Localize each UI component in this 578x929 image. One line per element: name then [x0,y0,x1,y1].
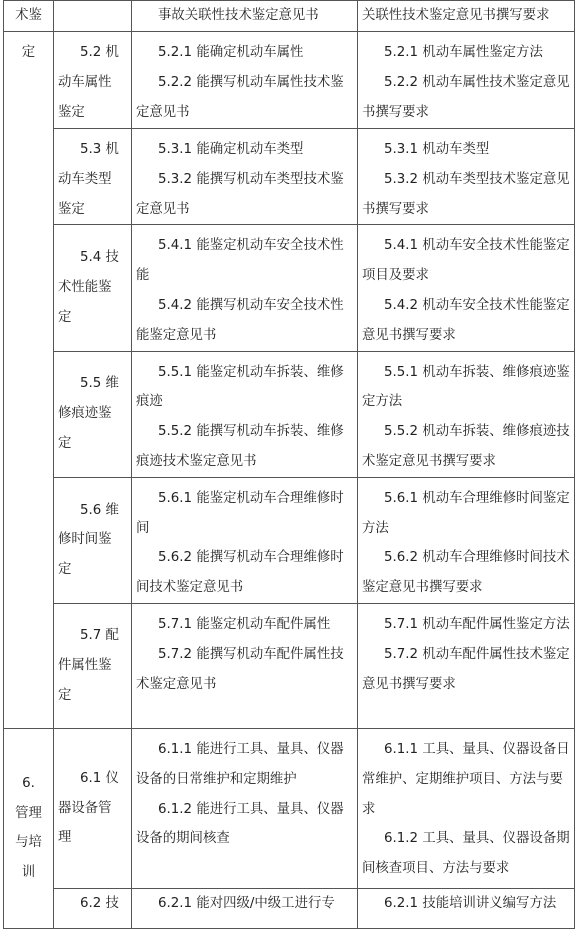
knowledge-cell: 5.3.1 机动车类型 5.3.2 机动车类型技术鉴定意见书撰写要求 [358,129,575,225]
knowledge-cell: 5.6.1 机动车合理维修时间鉴定方法 5.6.2 机动车合理维修时间技术鉴定意见书撰写要求 [358,477,575,603]
knowledge-cell: 5.4.1 机动车安全技术性能鉴定项目及要求 5.4.2 机动车安全技术性能鉴定意见书撰写要求 [358,225,575,351]
table-row [4,351,575,477]
skills-cell: 5.2.1 能确定机动车属性 5.2.2 能撰写机动车属性技术鉴定意见书 [132,32,358,129]
unit-cell: 6.1 仪 器设备管 理 [54,728,132,888]
table-row [4,477,575,603]
knowledge-cell: 5.2.1 机动车属性鉴定方法 5.2.2 机动车属性技术鉴定意见书撰写要求 [358,32,575,129]
table-row [4,32,575,129]
unit-cell: 5.6 维 修时间鉴 定 [54,477,132,603]
knowledge-cell: 5.7.1 机动车配件属性鉴定方法 5.7.2 机动车配件属性技术鉴定意见书撰写要求 [358,603,575,728]
table-row [4,888,575,928]
header-cell-skills: 事故关联性技术鉴定意见书 [132,1,358,32]
skills-cell: 5.6.1 能鉴定机动车合理维修时间 5.6.2 能撰写机动车合理维修时间技术鉴定意见书 [132,477,358,603]
empty-cell [54,1,132,32]
unit-cell: 5.3 机 动车类型 鉴定 [54,129,132,225]
table-row [4,728,575,888]
table-row [4,1,575,32]
knowledge-cell: 6.1.1 工具、量具、仪器设备日常维护、定期维护项目、方法与要求 6.1.2 工具、量具、仪器设备期间核查项目、方法与要求 [358,728,575,888]
unit-cell: 5.7 配 件属性鉴 定 [54,603,132,728]
skills-cell: 5.7.1 能鉴定机动车配件属性 5.7.2 能撰写机动车配件属性技术鉴定意见书 [132,603,358,728]
section-title-cell: 定 [4,32,54,729]
table-row [4,603,575,728]
table-row [4,129,575,225]
standard-table [3,0,575,929]
unit-cell: 5.4 技 术性能鉴 定 [54,225,132,351]
section-title-cell: 术鉴 [4,1,54,32]
knowledge-cell: 6.2.1 技能培训讲义编写方法 [358,888,575,928]
table-row [4,225,575,351]
skills-cell: 5.3.1 能确定机动车类型 5.3.2 能撰写机动车类型技术鉴定意见书 [132,129,358,225]
skills-cell: 6.2.1 能对四级/中级工进行专 [132,888,358,928]
knowledge-cell: 5.5.1 机动车拆装、维修痕迹鉴定方法 5.5.2 机动车拆装、维修痕迹技术鉴定意见书撰写要求 [358,351,575,477]
unit-cell: 5.2 机 动车属性 鉴定 [54,32,132,129]
section-title-cell: 6. 管理 与培 训 [4,728,54,928]
unit-cell: 6.2 技 [54,888,132,928]
skills-cell: 5.5.1 能鉴定机动车拆装、维修痕迹 5.5.2 能撰写机动车拆装、维修痕迹技术鉴定意见书 [132,351,358,477]
unit-cell: 5.5 维 修痕迹鉴 定 [54,351,132,477]
skills-cell: 6.1.1 能进行工具、量具、仪器设备的日常维护和定期维护 6.1.2 能进行工具、量具、仪器设备的期间核查 [132,728,358,888]
skills-cell: 5.4.1 能鉴定机动车安全技术性能 5.4.2 能撰写机动车安全技术性能鉴定意见书 [132,225,358,351]
header-cell-knowledge: 关联性技术鉴定意见书撰写要求 [358,1,575,32]
